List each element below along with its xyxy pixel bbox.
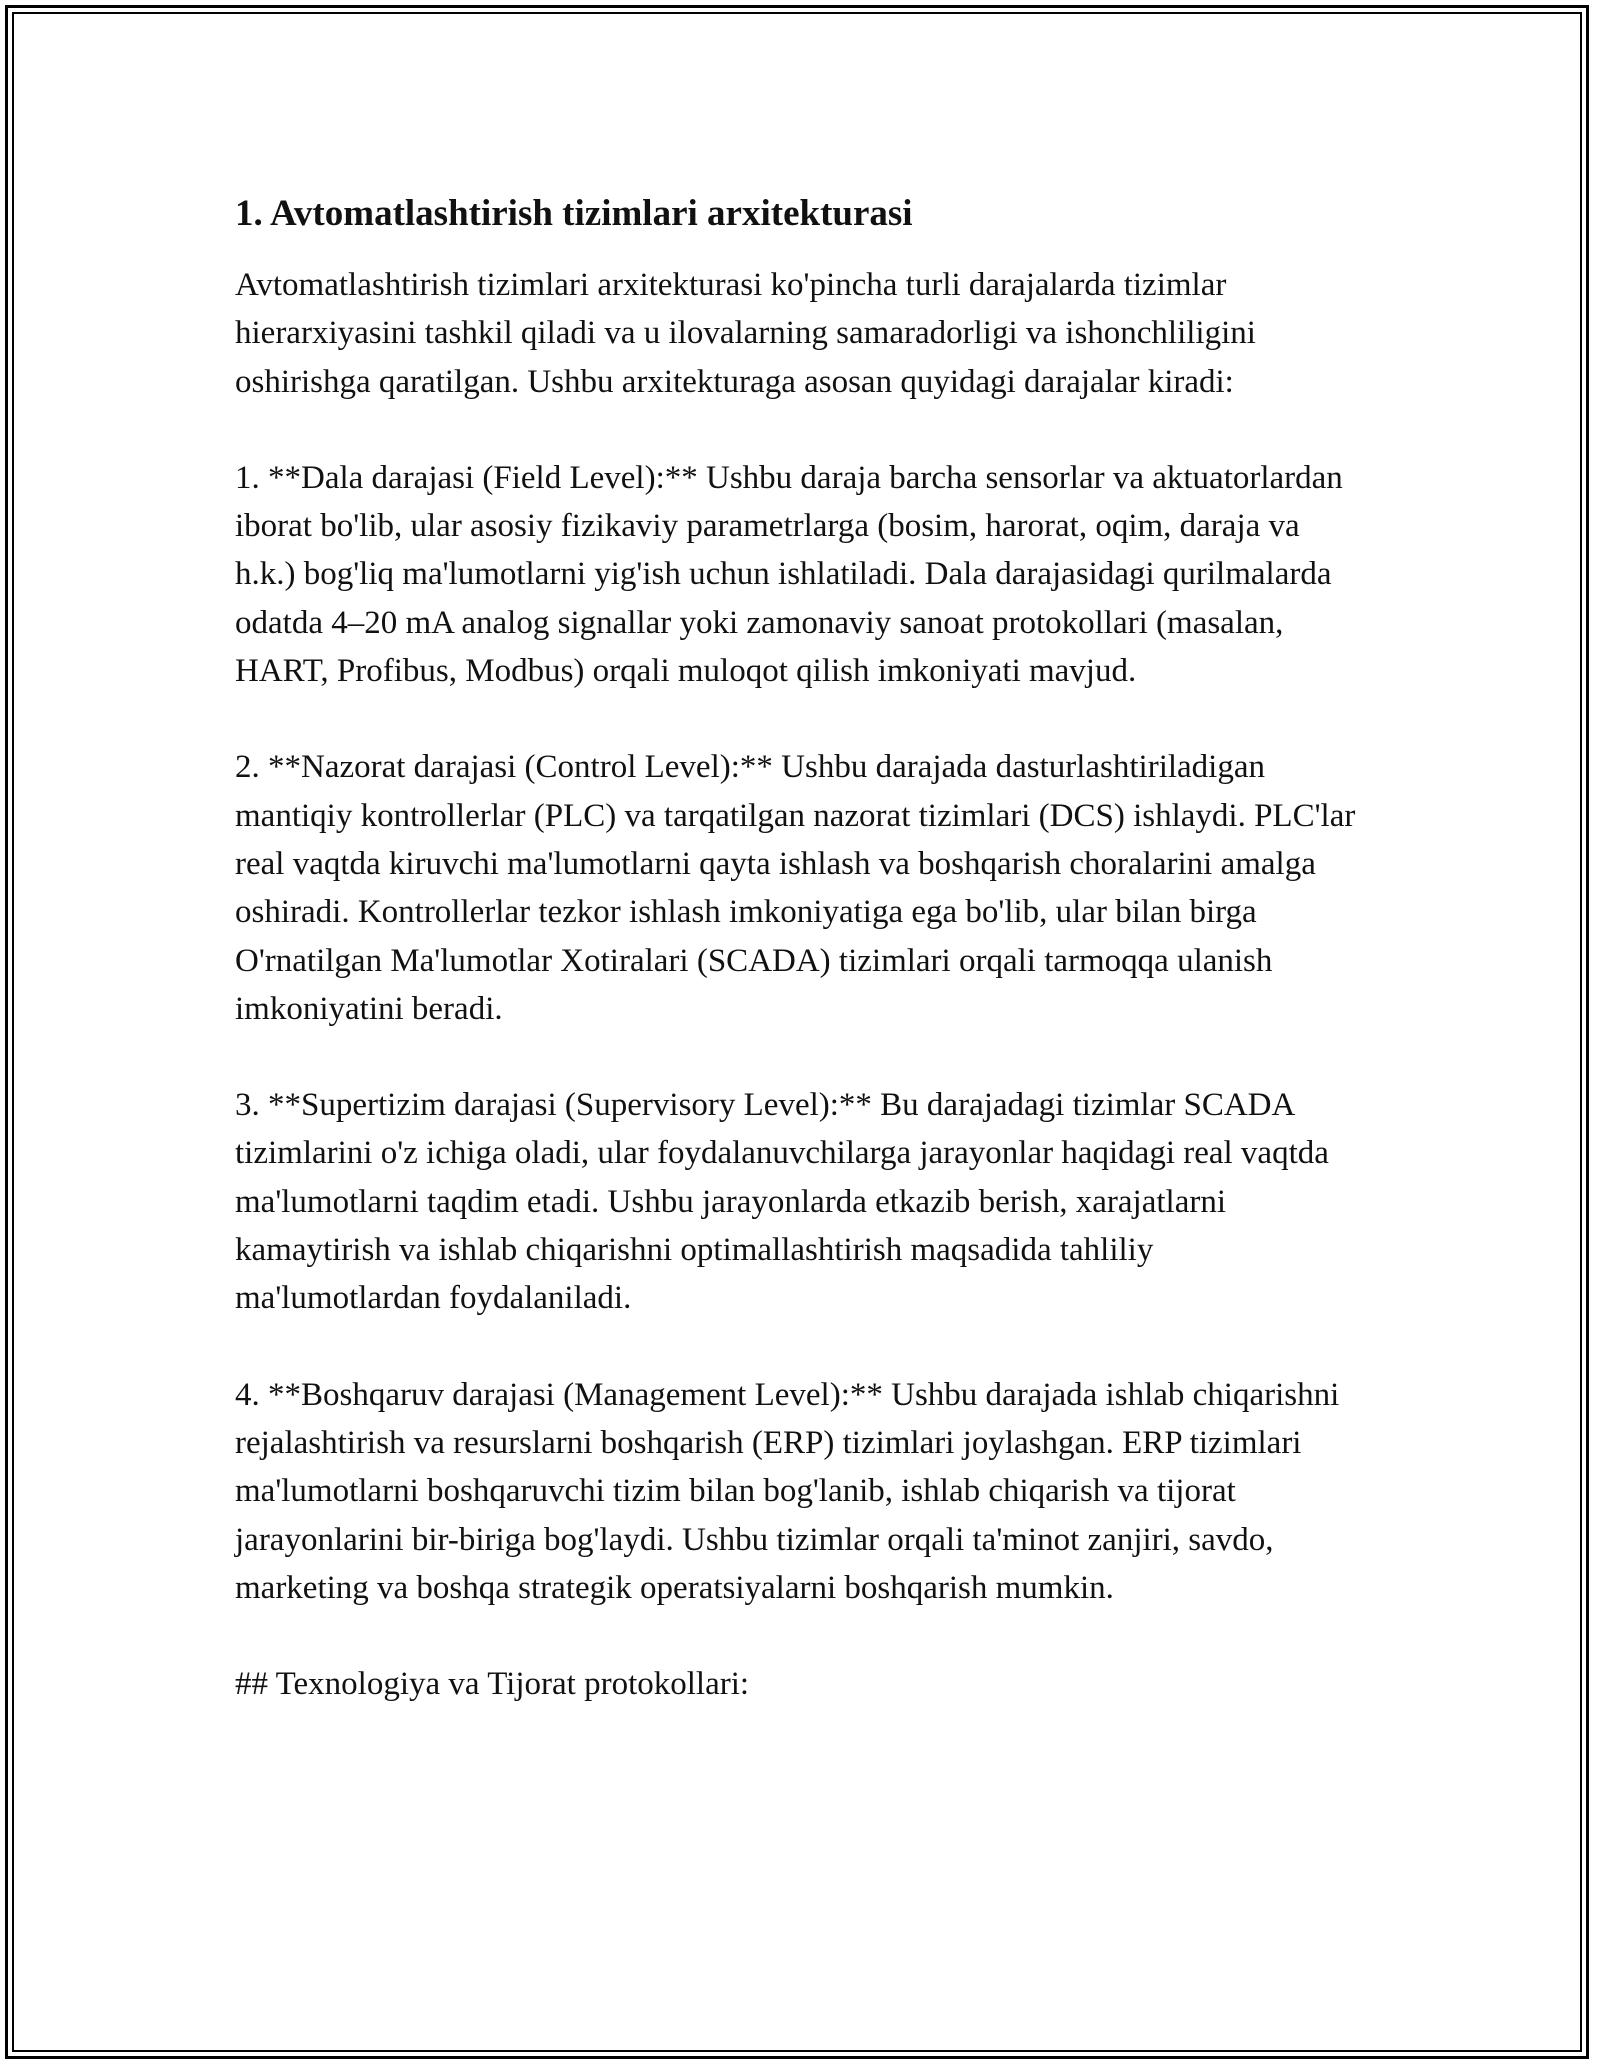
protocols-subheading: ## Texnologiya va Tijorat protokollari: <box>235 1666 750 1703</box>
document-body <box>235 190 1365 1708</box>
intro-paragraph: Avtomatlashtirish tizimlari arxitekturasi ko'pincha turli darajalarda tizimlar hierarxiyasini tashkil qiladi va u ilovalarning samaradorligi va ishonchliligini oshirishga qaratilgan. Ushbu arxitekturaga asosan quyidagi darajalar kiradi: <box>235 267 1265 400</box>
management-level-paragraph: 4. **Boshqaruv darajasi (Management Level):** Ushbu darajada ishlab chiqarishni rejalashtirish va resurslarni boshqarish (ERP) tizimlari joylashgan. ERP tizimlari ma'lumotlarni boshqaruvchi tizim bilan bog'lanib, ishlab chiqarish va tijorat jarayonlarini bir-biriga bog'laydi. Ushbu tizimlar orqali ta'minot zanjiri, savdo, marketing va boshqa strategik operatsiyalarni boshqarish mumkin. <box>235 1376 1348 1606</box>
supervisory-level-paragraph: 3. **Supertizim darajasi (Supervisory Level):** Bu darajadagi tizimlar SCADA tizimlarini o'z ichiga oladi, ular foydalanuvchilarga jarayonlar haqidagi real vaqtda ma'lumotlarni taqdim etadi. Ushbu jarayonlarda etkazib berish, xarajatlarni kamaytirish va ishlab chiqarishni optimallashtirish maqsadida tahliliy ma'lumotlardan foydalaniladi. <box>235 1087 1338 1317</box>
control-level-paragraph: 2. **Nazorat darajasi (Control Level):** Ushbu darajada dasturlashtiriladigan mantiqiy kontrollerlar (PLC) va tarqatilgan nazorat tizimlari (DCS) ishlaydi. PLC'lar real vaqtda kiruvchi ma'lumotlarni qayta ishlash va boshqarish choralarini amalga oshiradi. Kontrollerlar tezkor ishlash imkoniyatiga ega bo'lib, ular bilan birga O'rnatilgan Ma'lumotlar Xotiralari (SCADA) tizimlari orqali tarmoqqa ulanish imkoniyatini beradi. <box>235 749 1364 1027</box>
field-level-paragraph: 1. **Dala darajasi (Field Level):** Ushbu daraja barcha sensorlar va aktuatorlardan iborat bo'lib, ular asosiy fizikaviy parametrlarga (bosim, harorat, oqim, daraja va h.k.) bog'liq ma'lumotlarni yig'ish uchun ishlatiladi. Dala darajasidagi qurilmalarda odatda 4–20 mA analog signallar yoki zamonaviy sanoat protokollari (masalan, HART, Profibus, Modbus) orqali muloqot qilish imkoniyati mavjud. <box>235 459 1352 690</box>
section-heading: 1. Avtomatlashtirish tizimlari arxitekturasi <box>235 193 913 234</box>
